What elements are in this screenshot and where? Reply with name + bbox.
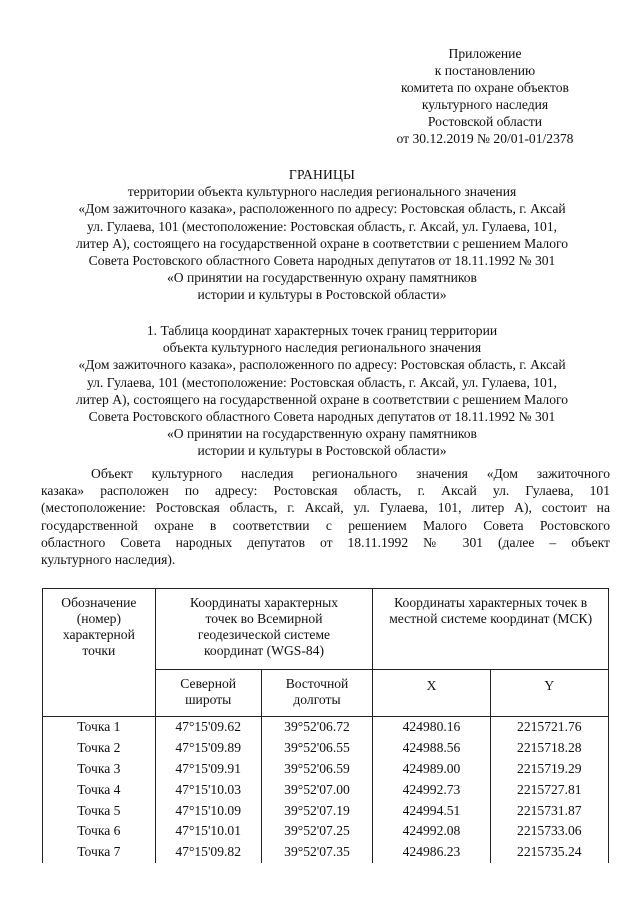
header-longitude: Восточной долготы	[261, 670, 373, 717]
cell-point: Точка 5	[43, 800, 156, 821]
cell-latitude: 47°15'10.03	[155, 779, 261, 800]
table-heading-line: «Дом зажиточного казака», расположенного по адресу: Ростовская область, г. Аксай	[78, 357, 566, 373]
table-heading-line: 1. Таблица координат характерных точек границ территории	[146, 323, 498, 338]
paragraph-line: культурного наследия).	[41, 552, 176, 568]
cell-longitude: 39°52'06.72	[261, 717, 373, 738]
header-designation: Обозначение (номер) характерной точки	[43, 589, 156, 717]
cell-x: 424988.56	[373, 738, 490, 759]
cell-x: 424989.00	[373, 759, 490, 780]
heading-line: ул. Гулаева, 101 (местоположение: Ростовская область, г. Аксай, ул. Гулаева, 101,	[86, 218, 558, 234]
heading-line: литер А), состоящего на государственной охране в соответствии с решением Малого	[75, 235, 569, 251]
coordinates-table	[42, 588, 609, 863]
appendix-line: Ростовской области	[427, 114, 543, 129]
header-msk: Координаты характерных точек в местной системе координат (МСК)	[373, 589, 609, 670]
paragraph-line: областного Совета народных депутатов от 18.11.1992 № 301 (далее – объект	[41, 534, 610, 550]
header-latitude: Северной широты	[155, 670, 261, 717]
paragraph-line: (местоположение: Ростовская область, г. Аксай, ул. Гулаева, 101, литер А), состоит на	[41, 500, 610, 516]
cell-y: 2215727.81	[490, 779, 608, 800]
cell-x: 424986.23	[373, 842, 490, 863]
cell-y: 2215731.87	[490, 800, 608, 821]
appendix-line: от 30.12.2019 № 20/01-01/2378	[396, 131, 574, 146]
heading-line: «Дом зажиточного казака», расположенного по адресу: Ростовская область, г. Аксай	[78, 201, 566, 217]
cell-x: 424992.73	[373, 779, 490, 800]
table-row	[43, 717, 609, 738]
header-wgs: Координаты характерных точек во Всемирной геодезической системе координат (WGS-84)	[155, 589, 373, 670]
appendix-line: Приложение	[448, 46, 522, 61]
cell-x: 424992.08	[373, 821, 490, 842]
appendix-line: к постановлению	[434, 63, 536, 78]
header-x: X	[373, 670, 490, 717]
table-row	[43, 779, 609, 800]
appendix-line: культурного наследия	[421, 97, 549, 112]
cell-longitude: 39°52'07.25	[261, 821, 373, 842]
table-row	[43, 759, 609, 780]
cell-latitude: 47°15'09.82	[155, 842, 261, 863]
table-row	[43, 842, 609, 863]
cell-longitude: 39°52'07.19	[261, 800, 373, 821]
paragraph-line: Объект культурного наследия регионального значения «Дом зажиточного	[91, 466, 610, 481]
cell-x: 424980.16	[373, 717, 490, 738]
table-heading-line: Совета Ростовского областного Совета народных депутатов от 18.11.1992 № 301	[88, 409, 556, 425]
paragraph-line: казака» расположен по адресу: Ростовская область, г. Аксай ул. Гулаева, 101	[41, 483, 610, 499]
cell-longitude: 39°52'06.59	[261, 759, 373, 780]
table-heading-line: объекта культурного наследия регионального значения	[162, 340, 482, 356]
cell-y: 2215733.06	[490, 821, 608, 842]
table-heading-line: литер А), состоящего на государственной охране в соответствии с решением Малого	[75, 391, 569, 407]
cell-point: Точка 3	[43, 759, 156, 780]
appendix-line: комитета по охране объектов	[401, 80, 569, 95]
document-title: ГРАНИЦЫ	[288, 167, 356, 182]
table-header-row	[43, 589, 609, 670]
cell-point: Точка 2	[43, 738, 156, 759]
cell-longitude: 39°52'07.35	[261, 842, 373, 863]
table-row	[43, 738, 609, 759]
cell-y: 2215719.29	[490, 759, 608, 780]
cell-point: Точка 7	[43, 842, 156, 863]
header-y: Y	[490, 670, 608, 717]
cell-longitude: 39°52'07.00	[261, 779, 373, 800]
cell-latitude: 47°15'09.62	[155, 717, 261, 738]
cell-latitude: 47°15'10.09	[155, 800, 261, 821]
heading-line: истории и культуры в Ростовской области»	[197, 287, 447, 303]
cell-latitude: 47°15'10.01	[155, 821, 261, 842]
cell-y: 2215721.76	[490, 717, 608, 738]
table-heading-line: «О принятии на государственную охрану памятников	[167, 426, 477, 442]
cell-latitude: 47°15'09.91	[155, 759, 261, 780]
cell-x: 424994.51	[373, 800, 490, 821]
table-heading-line: истории и культуры в Ростовской области»	[197, 443, 447, 459]
cell-point: Точка 6	[43, 821, 156, 842]
document-heading	[40, 166, 604, 304]
cell-point: Точка 4	[43, 779, 156, 800]
cell-latitude: 47°15'09.89	[155, 738, 261, 759]
table-heading	[40, 322, 604, 460]
table-row	[43, 800, 609, 821]
heading-line: территории объекта культурного наследия регионального значения	[127, 184, 517, 200]
table-row	[43, 821, 609, 842]
paragraph-line: государственной охране в соответствии с решением Малого Совета Ростовского	[41, 517, 610, 533]
cell-y: 2215718.28	[490, 738, 608, 759]
table-heading-line: ул. Гулаева, 101 (местоположение: Ростовская область, г. Аксай, ул. Гулаева, 101,	[86, 374, 558, 390]
cell-longitude: 39°52'06.55	[261, 738, 373, 759]
heading-line: «О принятии на государственную охрану памятников	[167, 270, 477, 286]
cell-y: 2215735.24	[490, 842, 608, 863]
description-paragraph	[41, 465, 610, 568]
cell-point: Точка 1	[43, 717, 156, 738]
appendix-block	[360, 45, 610, 147]
heading-line: Совета Ростовского областного Совета народных депутатов от 18.11.1992 № 301	[88, 253, 556, 269]
